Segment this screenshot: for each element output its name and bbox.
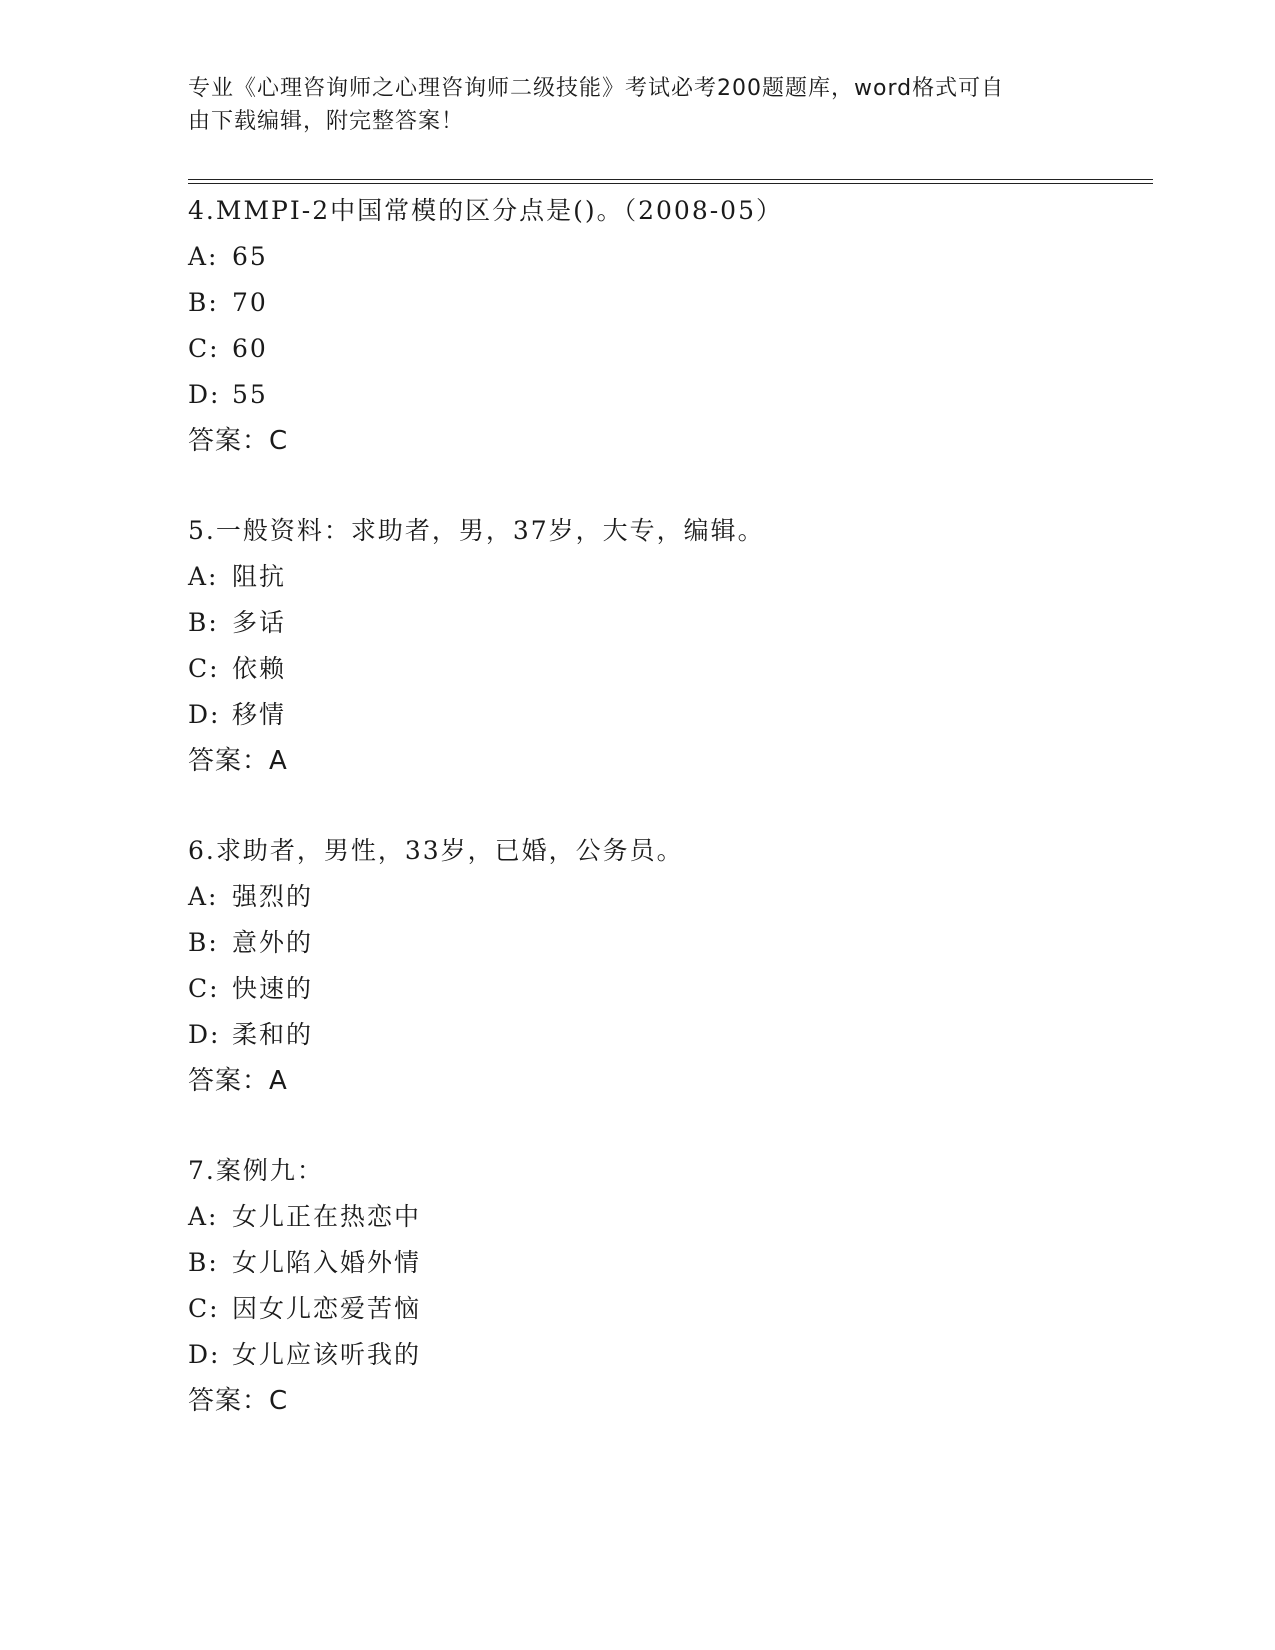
option-letter: D: xyxy=(188,1020,221,1049)
option-d xyxy=(188,1012,1148,1058)
option-letter: A: xyxy=(188,562,219,591)
option-text: 快速的 xyxy=(232,974,314,1003)
option-c xyxy=(188,326,1148,372)
option-text: 65 xyxy=(232,242,268,271)
question-block xyxy=(188,188,1148,464)
option-letter: B: xyxy=(188,608,219,637)
answer-line: 答案：A xyxy=(188,1066,288,1096)
option-text: 55 xyxy=(232,380,268,409)
answer-line: 答案：C xyxy=(188,1386,289,1416)
option-letter: A: xyxy=(188,882,219,911)
document-intro xyxy=(188,72,1068,138)
option-letter: D: xyxy=(188,380,221,409)
intro-line-2: 由下载编辑，附完整答案！ xyxy=(188,109,465,134)
option-a xyxy=(188,554,1148,600)
option-text: 依赖 xyxy=(232,654,287,683)
option-text: 意外的 xyxy=(232,928,314,957)
option-a xyxy=(188,234,1148,280)
option-letter: B: xyxy=(188,288,219,317)
question-block xyxy=(188,508,1148,784)
intro-line-1: 专业《心理咨询师之心理咨询师二级技能》考试必考200题题库，word格式可自 xyxy=(188,76,1005,101)
option-text: 70 xyxy=(232,288,268,317)
header-divider-bottom xyxy=(188,183,1153,184)
option-b xyxy=(188,280,1148,326)
option-letter: C: xyxy=(188,974,220,1003)
option-text: 60 xyxy=(232,334,268,363)
question-block xyxy=(188,1148,1148,1424)
option-text: 因女儿恋爱苦恼 xyxy=(232,1294,422,1323)
question-title: 5.一般资料：求助者，男，37岁，大专，编辑。 xyxy=(188,516,765,545)
question-title: 4.MMPI-2中国常模的区分点是()。（2008-05） xyxy=(188,196,783,225)
question-title: 7.案例九： xyxy=(188,1156,324,1185)
option-text: 强烈的 xyxy=(232,882,314,911)
option-text: 阻抗 xyxy=(232,562,287,591)
option-letter: B: xyxy=(188,1248,219,1277)
option-letter: A: xyxy=(188,1202,219,1231)
option-text: 多话 xyxy=(232,608,287,637)
answer-line: 答案：A xyxy=(188,746,288,776)
option-a xyxy=(188,874,1148,920)
option-letter: A: xyxy=(188,242,219,271)
option-letter: C: xyxy=(188,334,220,363)
option-d xyxy=(188,1332,1148,1378)
option-c xyxy=(188,646,1148,692)
option-b xyxy=(188,920,1148,966)
option-c xyxy=(188,966,1148,1012)
option-c xyxy=(188,1286,1148,1332)
option-text: 移情 xyxy=(232,700,287,729)
option-text: 柔和的 xyxy=(232,1020,314,1049)
question-block xyxy=(188,828,1148,1104)
option-a xyxy=(188,1194,1148,1240)
question-title: 6.求助者，男性，33岁，已婚，公务员。 xyxy=(188,836,684,865)
option-text: 女儿陷入婚外情 xyxy=(232,1248,422,1277)
option-letter: C: xyxy=(188,654,220,683)
option-text: 女儿正在热恋中 xyxy=(232,1202,422,1231)
option-d xyxy=(188,372,1148,418)
option-letter: B: xyxy=(188,928,219,957)
option-b xyxy=(188,1240,1148,1286)
option-d xyxy=(188,692,1148,738)
option-text: 女儿应该听我的 xyxy=(232,1340,422,1369)
answer-line: 答案：C xyxy=(188,426,289,456)
option-b xyxy=(188,600,1148,646)
header-divider-top xyxy=(188,179,1153,180)
option-letter: C: xyxy=(188,1294,220,1323)
option-letter: D: xyxy=(188,700,221,729)
option-letter: D: xyxy=(188,1340,221,1369)
